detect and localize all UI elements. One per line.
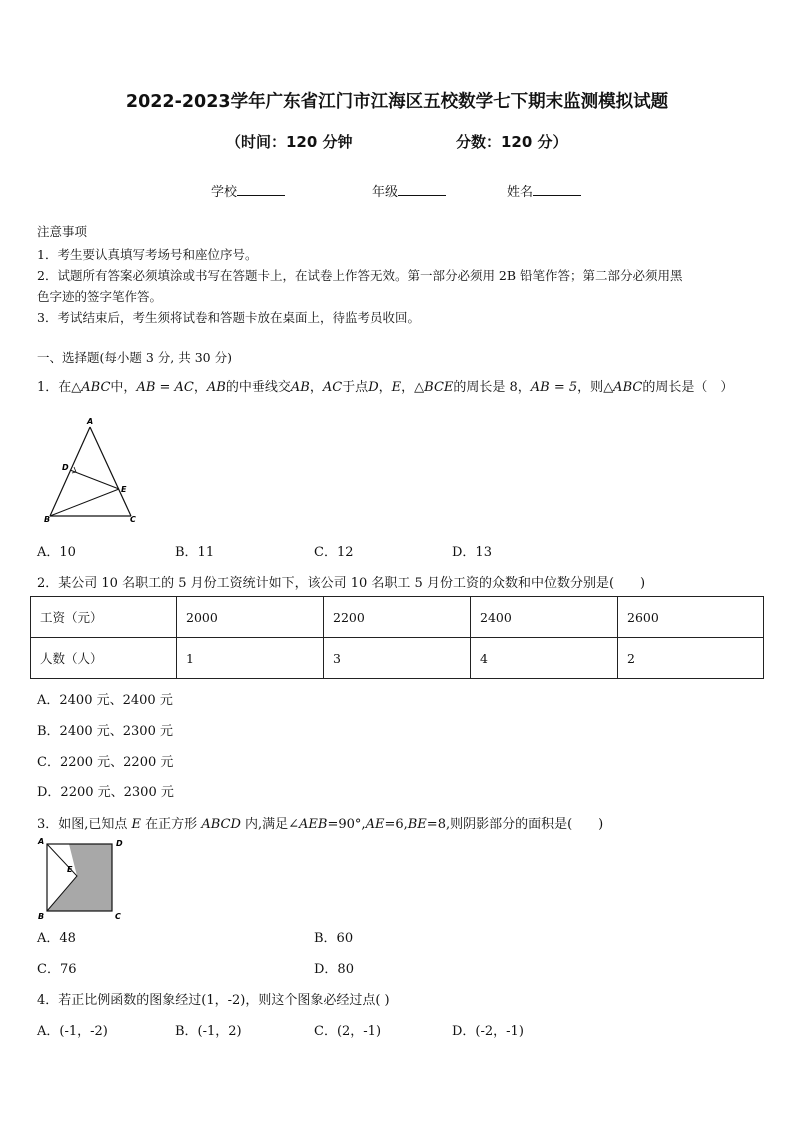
label-d: D bbox=[62, 463, 69, 472]
q4-option-a[interactable]: A．(-1，-2) bbox=[37, 1024, 108, 1039]
q3-option-c[interactable]: C．76 bbox=[37, 962, 77, 977]
q3-option-b[interactable]: B．60 bbox=[314, 931, 354, 946]
q2-option-d[interactable]: D．2200 元、2300 元 bbox=[37, 785, 174, 800]
school-label: 学校 bbox=[211, 185, 238, 200]
label-a: A bbox=[87, 417, 94, 426]
label-c: C bbox=[130, 515, 136, 524]
note-item: 色字迹的签字笔作答。 bbox=[37, 289, 163, 304]
label-d: D bbox=[116, 839, 123, 848]
table-cell: 2400 bbox=[471, 597, 618, 638]
table-row bbox=[31, 597, 764, 638]
q4-option-d[interactable]: D．(-2，-1) bbox=[452, 1024, 524, 1039]
label-c: C bbox=[115, 912, 121, 921]
q3-option-a[interactable]: A．48 bbox=[37, 931, 76, 946]
salary-table bbox=[30, 596, 764, 679]
table-cell: 人数（人） bbox=[31, 638, 177, 679]
school-blank[interactable] bbox=[237, 183, 285, 196]
label-e: E bbox=[67, 865, 73, 874]
table-cell: 2200 bbox=[324, 597, 471, 638]
name-label: 姓名 bbox=[507, 185, 534, 200]
table-cell: 2000 bbox=[177, 597, 324, 638]
q2-option-b[interactable]: B．2400 元、2300 元 bbox=[37, 724, 173, 739]
table-cell: 4 bbox=[471, 638, 618, 679]
question-1: 1．在△ABC中，AB = AC，AB的中垂线交AB，AC于点D，E，△BCE的周长是 8，AB = 5，则△ABC的周长是（ ） bbox=[37, 380, 734, 395]
table-row bbox=[31, 638, 764, 679]
q1-option-c[interactable]: C．12 bbox=[314, 545, 354, 560]
label-e: E bbox=[121, 485, 127, 494]
section-title: 一、选择题(每小题 3 分, 共 30 分) bbox=[37, 350, 232, 365]
name-field bbox=[507, 181, 581, 200]
page-title: 2022-2023学年广东省江门市江海区五校数学七下期末监测模拟试题 bbox=[125, 92, 669, 112]
q4-option-c[interactable]: C．(2，-1) bbox=[314, 1024, 382, 1039]
question-2: 2．某公司 10 名职工的 5 月份工资统计如下，该公司 10 名职工 5 月份工资的众数和中位数分别是( ) bbox=[37, 576, 646, 591]
q2-option-c[interactable]: C．2200 元、2200 元 bbox=[37, 755, 174, 770]
grade-blank[interactable] bbox=[398, 183, 446, 196]
label-a: A bbox=[38, 837, 45, 846]
note-item: 3．考试结束后，考生须将试卷和答题卡放在桌面上，待监考员收回。 bbox=[37, 310, 420, 325]
table-cell: 1 bbox=[177, 638, 324, 679]
exam-time: （时间：120 分钟 bbox=[226, 133, 353, 151]
name-blank[interactable] bbox=[533, 183, 581, 196]
note-item: 1．考生要认真填写考场号和座位序号。 bbox=[37, 247, 258, 262]
q1-option-b[interactable]: B．11 bbox=[175, 545, 215, 560]
q4-option-b[interactable]: B．(-1，2) bbox=[175, 1024, 242, 1039]
school-field bbox=[211, 181, 285, 200]
question-3: 3．如图,已知点 E 在正方形 ABCD 内,满足∠AEB=90°,AE=6,BE=8,则阴影部分的面积是( ) bbox=[37, 817, 604, 832]
table-cell: 3 bbox=[324, 638, 471, 679]
table-cell: 工资（元） bbox=[31, 597, 177, 638]
triangle-figure bbox=[36, 415, 146, 527]
label-b: B bbox=[38, 912, 45, 921]
question-4: 4．若正比例函数的图象经过(1，-2)，则这个图象必经过点( ) bbox=[37, 993, 390, 1008]
table-cell: 2 bbox=[618, 638, 764, 679]
note-item: 2．试题所有答案必须填涂或书写在答题卡上，在试卷上作答无效。第一部分必须用 2B 铅笔作答；第二部分必须用黑 bbox=[37, 268, 683, 283]
square-figure bbox=[36, 834, 132, 924]
grade-field bbox=[372, 181, 446, 200]
exam-score: 分数：120 分） bbox=[456, 133, 568, 151]
q1-option-d[interactable]: D．13 bbox=[452, 545, 492, 560]
q3-option-d[interactable]: D．80 bbox=[314, 962, 354, 977]
table-cell: 2600 bbox=[618, 597, 764, 638]
q2-option-a[interactable]: A．2400 元、2400 元 bbox=[37, 693, 173, 708]
grade-label: 年级 bbox=[372, 185, 399, 200]
q1-option-a[interactable]: A．10 bbox=[37, 545, 76, 560]
notes-heading: 注意事项 bbox=[37, 224, 88, 239]
label-b: B bbox=[44, 515, 51, 524]
